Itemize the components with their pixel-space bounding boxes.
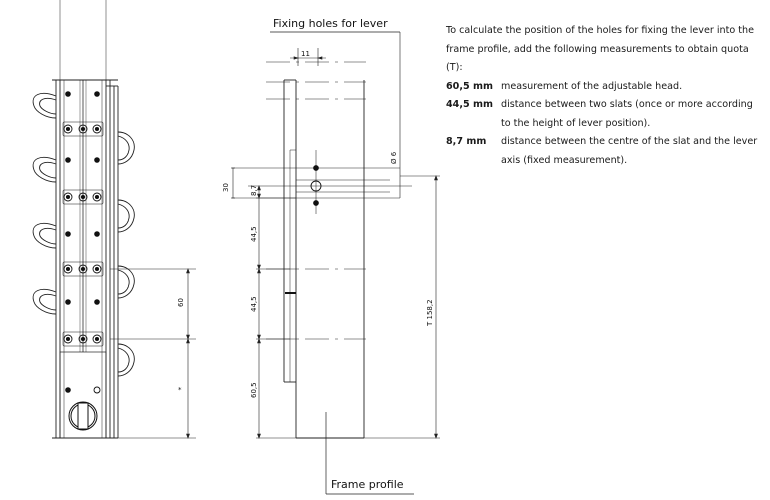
- frame-profile: [284, 80, 364, 438]
- measure-row: [446, 96, 764, 133]
- dim-star: *: [178, 386, 182, 394]
- dim-8-7: 8,7: [250, 184, 258, 196]
- centre-lines-solid: [232, 168, 440, 438]
- measure-value: 60,5 mm: [446, 80, 494, 92]
- measure-text: distance between the centre of the slat and the lever axis (fixed measurement).: [501, 136, 758, 166]
- pivot-holes: [63, 80, 103, 393]
- dim-60: 60: [177, 298, 185, 307]
- dim-diameter-6: Ø 6: [390, 151, 398, 164]
- dim-60-5: 60,5: [250, 382, 258, 398]
- lever-holes: [311, 150, 321, 214]
- measure-text: measurement of the adjustable head.: [501, 80, 683, 92]
- label-leaders: [270, 32, 414, 494]
- dim-30: 30: [222, 183, 230, 192]
- dim-11: 11: [301, 50, 310, 58]
- measure-row: [446, 133, 764, 170]
- slat-blades-left: [33, 93, 56, 314]
- handle-knob: [69, 402, 97, 430]
- louvre-assembly: [52, 0, 118, 438]
- measure-value: 44,5 mm: [446, 99, 494, 110]
- measure-row: [446, 78, 764, 97]
- left-dimensions: [110, 269, 196, 438]
- description-intro: To calculate the position of the holes for fixing the lever into the frame profile, add the following measurements to obtain quota (T):: [446, 25, 755, 73]
- frame-profile-label: Frame profile: [331, 478, 404, 491]
- dim-t-158-2: T 158,2: [426, 299, 434, 326]
- dim-44-5-lower: 44,5: [250, 296, 258, 312]
- description-block: [446, 22, 764, 170]
- fixing-holes-label: Fixing holes for lever: [273, 17, 388, 30]
- dim-44-5-upper: 44,5: [250, 226, 258, 242]
- measure-value: 8,7 mm: [446, 136, 487, 147]
- slat-blades-right: [118, 132, 134, 376]
- measure-text: distance between two slats (once or more according to the height of lever position).: [501, 99, 753, 129]
- profile-dimensions: [231, 32, 438, 438]
